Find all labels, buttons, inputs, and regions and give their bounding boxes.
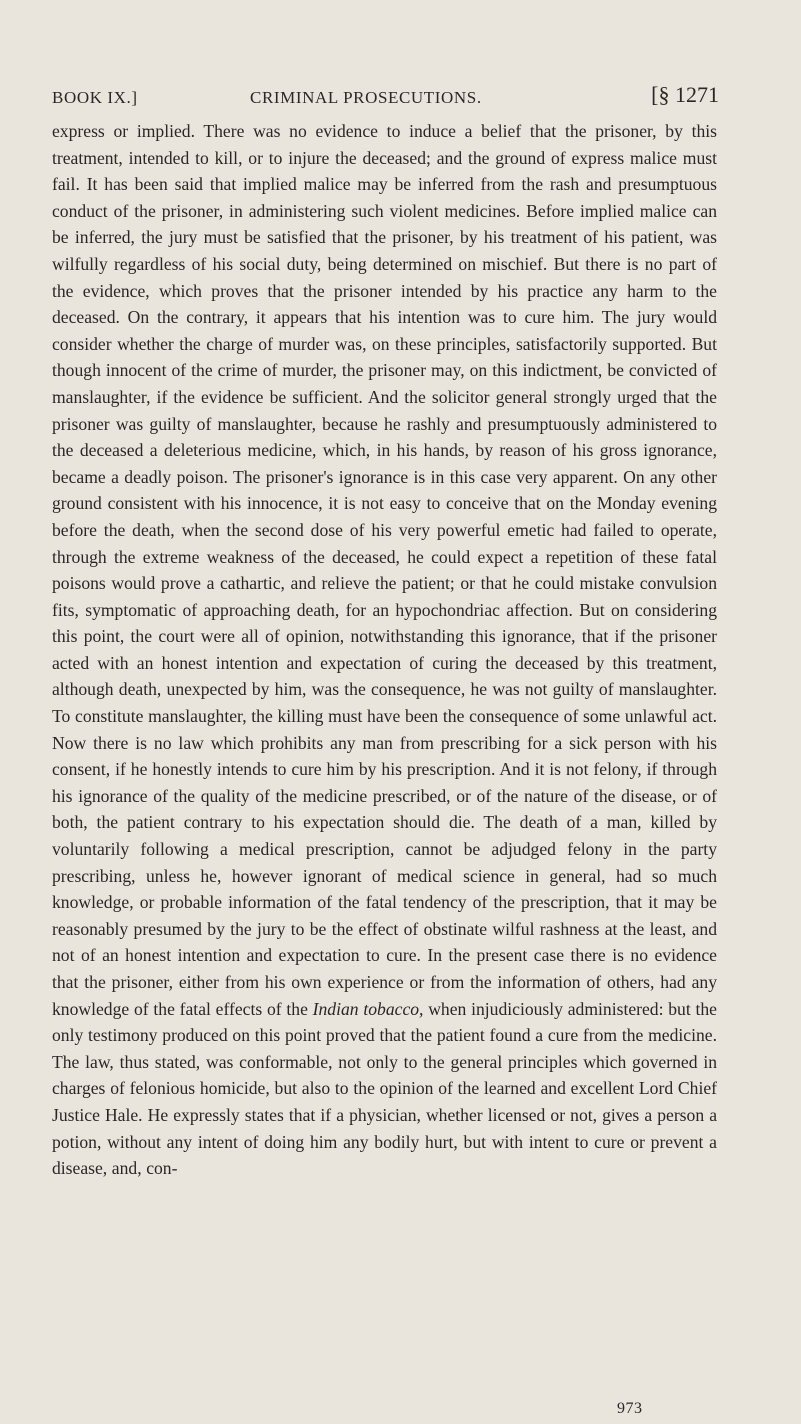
chapter-title: CRIMINAL PROSECUTIONS. — [250, 88, 482, 107]
page-number: 973 — [617, 1400, 643, 1417]
italic-term: Indian tobacco, — [312, 998, 424, 1019]
body-text-part-2: when injudiciously administered: but the only testimony produced on this point proved that the patient found a cure from the medicine. The law, thus stated, was conformable, not only to the general principles which governed in charges of felonious homicide, but also to the opinion of the learned and excellent Lord Chief Justice Hale. He expressly states that if a physician, whether licensed or not, gives a person a potion, without any intent of doing him any bodily hurt, but with intent to cure or prevent a disease, and, con- — [52, 998, 717, 1179]
body-text-part-1: express or implied. There was no evidence to induce a belief that the prisoner, by this treatment, intended to kill, or to injure the deceased; and the ground of express malice must fail. It has been said that implied malice may be inferred from the rash and presumptuous conduct of the prisoner, in administering such violent medicines. Before implied malice can be inferred, the jury must be satisfied that the prisoner, by his treatment of his patient, was wilfully regardless of his social duty, being determined on mischief. But there is no part of the evidence, which proves that the prisoner intended by his practice any harm to the deceased. On the contrary, it appears that his intention was to cure him. The jury would consider whether the charge of murder was, on these principles, satisfactorily supported. But though innocent of the crime of murder, the prisoner may, on this indictment, be convicted of manslaughter, if the evidence be sufficient. And the solicitor general strongly urged that the prisoner was guilty of manslaughter, because he rashly and presumptuously administered to the deceased a deleterious medicine, which, in his hands, by reason of his gross ignorance, became a deadly poison. The prisoner's ignorance is in this case very apparent. On any other ground consistent with his innocence, it is not easy to conceive that on the Monday evening before the death, when the second dose of his very powerful emetic had failed to operate, through the extreme weakness of the deceased, he could expect a repetition of these fatal poisons would prove a cathartic, and relieve the patient; or that he could mistake convulsion fits, symptomatic of approaching death, for an hypochondriac affection. But on considering this point, the court were all of opinion, notwithstanding this ignorance, that if the prisoner acted with an honest intention and expectation of curing the deceased by this treatment, although death, unexpected by him, was the consequence, he was not guilty of manslaughter. To constitute manslaughter, the killing must have been the consequence of some unlawful act. Now there is no law which prohibits any man from prescribing for a sick person with his consent, if he honestly intends to cure him by his prescription. And it is not felony, if through his ignorance of the quality of the medicine prescribed, or of the nature of the disease, or of both, the patient contrary to his expectation should die. The death of a man, killed by voluntarily following a medical prescription, cannot be adjudged felony in the party prescribing, unless he, however ignorant of medical science in general, had so much knowledge, or probable information of the fatal tendency of the prescription, that it may be reasonably presumed by the jury to be the effect of obstinate wilful rashness at the least, and not of an honest intention and expectation to cure. In the present case there is no evidence that the prisoner, either from his own experience or from the information of others, had any knowledge of the fatal effects of the — [52, 121, 717, 1019]
running-head — [52, 82, 717, 112]
book-section-label: BOOK IX.] — [52, 88, 138, 107]
section-number: [§ 1271 — [651, 82, 719, 107]
body-paragraph — [52, 118, 717, 1182]
